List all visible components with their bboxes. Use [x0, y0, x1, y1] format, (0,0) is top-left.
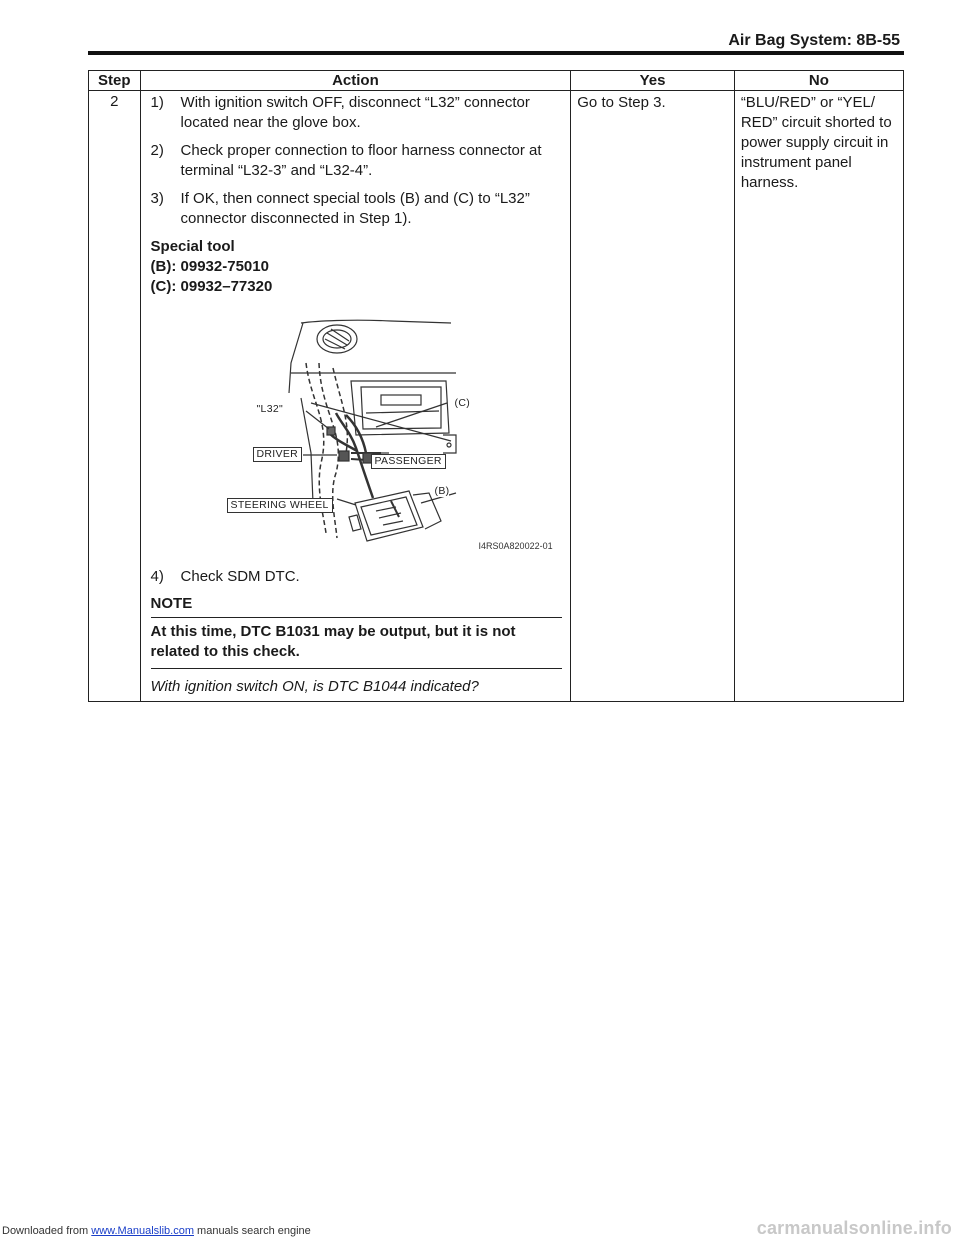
- action-item-number: 3): [150, 190, 164, 207]
- troubleshooting-table: [88, 70, 904, 702]
- action-item-number: 4): [150, 568, 164, 585]
- note-body: At this time, DTC B1031 may be output, but it is not related to this check.: [151, 618, 563, 669]
- footer-prefix: Downloaded from: [2, 1225, 92, 1237]
- figure-id: I4RS0A820022-01: [478, 541, 553, 551]
- action-item-2: [151, 141, 563, 181]
- label-steering-wheel: STEERING WHEEL: [227, 498, 333, 513]
- table-header-row: [89, 71, 904, 91]
- column-header-yes: Yes: [571, 71, 735, 91]
- label-b: (B): [434, 485, 450, 497]
- page-header-title: Air Bag System: 8B-55: [728, 32, 900, 49]
- action-item-text: Check SDM DTC.: [180, 568, 300, 585]
- watermark: carmanualsonline.info: [756, 1218, 952, 1238]
- connector-illustration: [151, 303, 561, 565]
- step-number: 2: [89, 91, 141, 702]
- action-item-number: 2): [150, 142, 164, 159]
- connector-drawing: [151, 303, 561, 565]
- special-tool-b: (B): 09932-75010: [150, 258, 269, 275]
- no-cell: “BLU/RED” or “YEL/ RED” circuit shorted to power supply circuit in instrument panel harness.: [734, 91, 903, 702]
- label-passenger: PASSENGER: [371, 454, 446, 469]
- action-item-number: 1): [150, 94, 164, 111]
- column-header-step: Step: [89, 71, 141, 91]
- footer-link[interactable]: www.Manualslib.com: [91, 1225, 194, 1237]
- column-header-action: Action: [140, 71, 571, 91]
- table-row: [89, 91, 904, 702]
- action-item-4: [151, 567, 563, 587]
- label-c: (C): [454, 397, 471, 409]
- note-heading: NOTE: [151, 593, 563, 618]
- action-item-1: [151, 93, 563, 133]
- action-cell: [140, 91, 571, 702]
- label-l32: "L32": [256, 403, 284, 415]
- yes-cell: Go to Step 3.: [571, 91, 735, 702]
- special-tool-c: (C): 09932–77320: [150, 278, 273, 295]
- check-question: With ignition switch ON, is DTC B1044 indicated?: [150, 678, 479, 695]
- action-item-text: Check proper connection to floor harness connector at terminal “L32-3” and “L32-4”.: [180, 142, 542, 179]
- action-item-text: With ignition switch OFF, disconnect “L32” connector located near the glove box.: [180, 94, 530, 131]
- action-item-text: If OK, then connect special tools (B) and (C) to “L32” connector disconnected in Step 1).: [180, 190, 530, 227]
- label-driver: DRIVER: [253, 447, 302, 462]
- footer-suffix: manuals search engine: [193, 1225, 311, 1237]
- special-tool-heading: Special tool: [150, 238, 235, 255]
- action-item-3: [151, 189, 563, 229]
- column-header-no: No: [734, 71, 903, 91]
- header-rule: [88, 51, 904, 55]
- special-tool-block: [151, 237, 563, 297]
- footer-credit: [2, 1225, 311, 1237]
